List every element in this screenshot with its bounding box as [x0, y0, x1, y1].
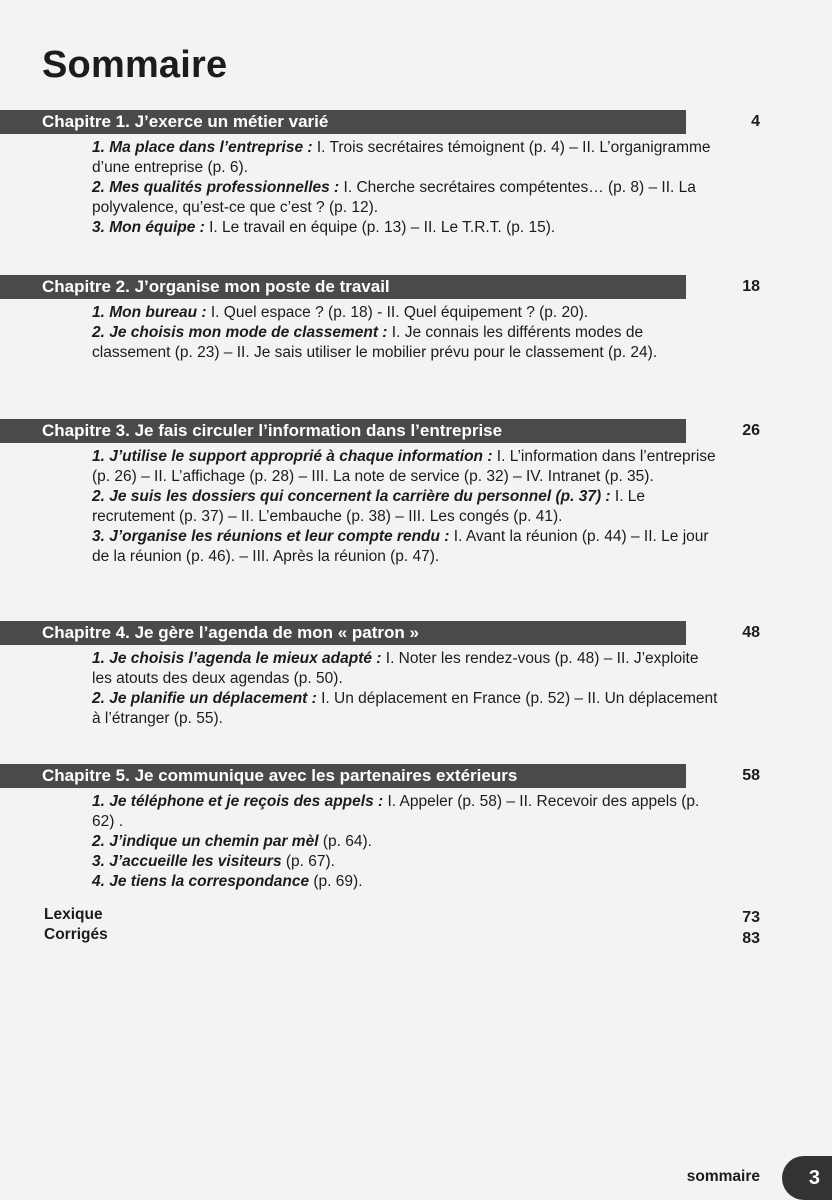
section-entry	[92, 872, 720, 892]
chapter-sections	[92, 447, 720, 567]
section-entry	[92, 792, 720, 832]
chapter-page-number: 26	[742, 422, 760, 439]
extra-corriges-label: Corrigés	[44, 926, 108, 943]
section-text: I. Noter les rendez-vous (p. 48) – II. J’exploite les atouts des deux agendas (p. 50).	[92, 650, 699, 687]
chapter-sections	[92, 649, 720, 729]
chapter-sections	[92, 138, 720, 238]
chapter-page-number: 18	[742, 278, 760, 295]
page-title: Sommaire	[42, 44, 228, 86]
section-entry	[92, 649, 720, 689]
section-text: I. Un déplacement en France (p. 52) – II. Un déplacement à l’étranger (p. 55).	[92, 690, 718, 727]
section-entry	[92, 218, 720, 238]
section-text: I. L’information dans l’entreprise (p. 26) – II. L’affichage (p. 28) – III. La note de service (p. 32) – IV. Intranet (p. 35).	[92, 448, 716, 485]
section-title: 3. Mon équipe :	[92, 219, 205, 236]
section-entry	[92, 487, 720, 527]
chapter-title: Chapitre 4. Je gère l’agenda de mon « patron »	[0, 621, 686, 645]
section-text: I. Le travail en équipe (p. 13) – II. Le T.R.T. (p. 15).	[204, 219, 556, 236]
section-entry	[92, 527, 720, 567]
chapter-sections	[92, 792, 720, 892]
section-text: I. Cherche secrétaires compétentes… (p. 8) – II. La polyvalence, qu’est-ce que c’est ? (p. 12).	[92, 179, 696, 216]
section-text: I. Je connais les différents modes de classement (p. 23) – II. Je sais utiliser le mobilier prévu pour le classement (p. 24).	[92, 324, 658, 361]
section-text: (p. 64).	[318, 833, 372, 850]
extra-lexique-page: 73	[742, 909, 760, 926]
section-text: I. Trois secrétaires témoignent (p. 4) – II. L’organigramme d’une entreprise (p. 6).	[92, 139, 711, 176]
section-title: 4. Je tiens la correspondance	[92, 873, 310, 890]
chapter-title: Chapitre 1. J’exerce un métier varié	[0, 110, 686, 134]
section-entry	[92, 447, 720, 487]
section-entry	[92, 323, 720, 363]
section-title: 2. Je planifie un déplacement :	[92, 690, 317, 707]
page-number: 3	[782, 1156, 832, 1200]
section-entry	[92, 832, 720, 852]
section-title: 1. Ma place dans l’entreprise :	[92, 139, 313, 156]
chapter-page-number: 48	[742, 624, 760, 641]
extra-corriges-page: 83	[742, 930, 760, 947]
chapter-page-number: 58	[742, 767, 760, 784]
section-text: I. Quel espace ? (p. 18) - II. Quel équipement ? (p. 20).	[206, 304, 589, 321]
footer-label: sommaire	[686, 1168, 760, 1185]
section-title: 2. Je choisis mon mode de classement :	[92, 324, 388, 341]
section-text: (p. 67).	[281, 853, 335, 870]
section-text: I. Le recrutement (p. 37) – II. L’embauche (p. 38) – III. Les congés (p. 41).	[92, 488, 646, 525]
section-entry	[92, 138, 720, 178]
section-title: 1. Mon bureau :	[92, 304, 207, 321]
section-entry	[92, 689, 720, 729]
section-title: 1. Je choisis l’agenda le mieux adapté :	[92, 650, 382, 667]
section-title: 2. J’indique un chemin par mèl	[92, 833, 319, 850]
chapter-title: Chapitre 5. Je communique avec les partenaires extérieurs	[0, 764, 686, 788]
section-entry	[92, 852, 720, 872]
section-title: 3. J’accueille les visiteurs	[92, 853, 282, 870]
section-title: 2. Je suis les dossiers qui concernent la carrière du personnel (p. 37) :	[92, 488, 611, 505]
section-title: 3. J’organise les réunions et leur compte rendu :	[92, 528, 450, 545]
chapter-sections	[92, 303, 720, 363]
section-title: 1. Je téléphone et je reçois des appels :	[92, 793, 384, 810]
section-entry	[92, 178, 720, 218]
chapter-title: Chapitre 2. J’organise mon poste de travail	[0, 275, 686, 299]
section-text: (p. 69).	[309, 873, 363, 890]
section-title: 2. Mes qualités professionnelles :	[92, 179, 340, 196]
section-text: I. Avant la réunion (p. 44) – II. Le jour de la réunion (p. 46). – III. Après la réunion (p. 47).	[92, 528, 709, 565]
section-title: 1. J’utilise le support approprié à chaque information :	[92, 448, 493, 465]
extra-lexique-label: Lexique	[44, 906, 103, 923]
section-text: I. Appeler (p. 58) – II. Recevoir des appels (p. 62) .	[92, 793, 700, 830]
section-entry	[92, 303, 720, 323]
chapter-page-number: 4	[751, 113, 760, 130]
chapter-title: Chapitre 3. Je fais circuler l’information dans l’entreprise	[0, 419, 686, 443]
